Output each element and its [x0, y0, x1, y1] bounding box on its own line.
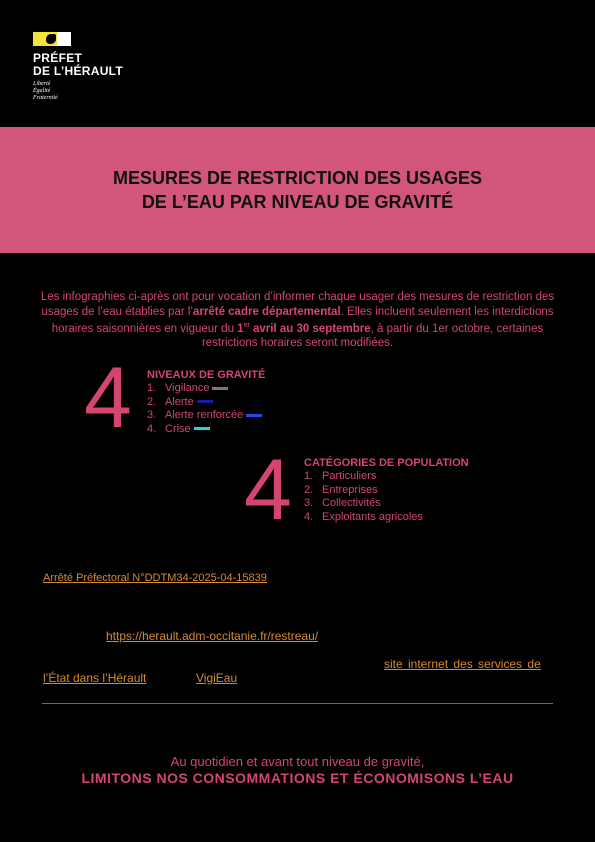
category-item: 4. Exploitants agricoles: [304, 510, 423, 523]
prefet-line2: DE L’HÉRAULT: [33, 64, 124, 78]
level-item: 1. Vigilance: [147, 382, 265, 396]
intro-sup: er: [243, 322, 250, 329]
level-item: 2. Alerte: [147, 396, 265, 410]
title-banner: [0, 127, 595, 253]
category-item: 2. Entreprises: [304, 483, 378, 496]
divider: [42, 703, 553, 704]
categories-block: [304, 457, 469, 524]
categories-list: [304, 470, 469, 524]
arrete-prefectoral-link[interactable]: Arrêté Préfectoral N°DDTM34-2025-04-15839: [43, 572, 267, 584]
intro-text-3: , à partir du 1er octobre, certaines restrictions horaires seront modifiées.: [201, 322, 544, 350]
categories-heading: CATÉGORIES DE POPULATION: [304, 457, 469, 469]
page-title-line2: DE L’EAU PAR NIVEAU DE GRAVITÉ: [141, 192, 454, 212]
motto-fraternite: Fraternité: [33, 95, 58, 101]
levels-block: [147, 369, 265, 436]
motto-liberte: Liberté: [33, 81, 51, 87]
vigilance-swatch: [212, 387, 228, 390]
category-item: 1. Particuliers: [304, 470, 377, 482]
crise-swatch: [194, 427, 210, 430]
levels-list: [147, 382, 265, 436]
levels-heading: NIVEAUX DE GRAVITÉ: [147, 369, 266, 381]
intro-bold-date-num: 1: [237, 322, 244, 335]
marianne-flag-icon: [33, 32, 71, 46]
categories-big-number: 4: [244, 442, 292, 538]
alerte-renforcee-swatch: [246, 414, 262, 417]
level-item: 4. Crise: [147, 423, 265, 437]
intro-paragraph: [40, 290, 555, 351]
intro-text-1: Les infographies ci-après ont pour vocation d’informer chaque usager des mesures de restriction des usages de l’eau établies par l’: [40, 291, 555, 318]
etat-herault-link[interactable]: l’État dans l’Hérault: [43, 671, 147, 685]
vigieau-link[interactable]: VigiEau: [196, 671, 238, 685]
category-item: 3. Collectivités: [304, 497, 381, 509]
footer-slogan: LIMITONS NOS CONSOMMATIONS ET ÉCONOMISONS L’EAU: [81, 770, 514, 786]
prefet-line1: PRÉFET: [33, 51, 83, 65]
intro-text-2: . Elles incluent seulement les interdictions horaires saisonnières en vigueur du: [51, 305, 554, 335]
level-item: 3. Alerte renforcée: [147, 409, 265, 423]
site-services-link[interactable]: site internet des services de: [384, 657, 541, 671]
alerte-swatch: [197, 400, 213, 403]
intro-bold-date: avril au 30 septembre: [249, 322, 371, 335]
intro-bold-arrete: arrêté cadre départemental: [193, 305, 341, 318]
page-title-line1: MESURES DE RESTRICTION DES USAGES: [112, 168, 483, 188]
restreau-link[interactable]: https://herault.adm-occitanie.fr/restreau/: [106, 629, 319, 643]
prefet-logo: [33, 32, 143, 102]
levels-big-number: 4: [84, 350, 132, 446]
footer-line1: Au quotidien et avant tout niveau de gravité,: [170, 754, 425, 769]
motto-egalite: Égalité: [33, 88, 51, 94]
